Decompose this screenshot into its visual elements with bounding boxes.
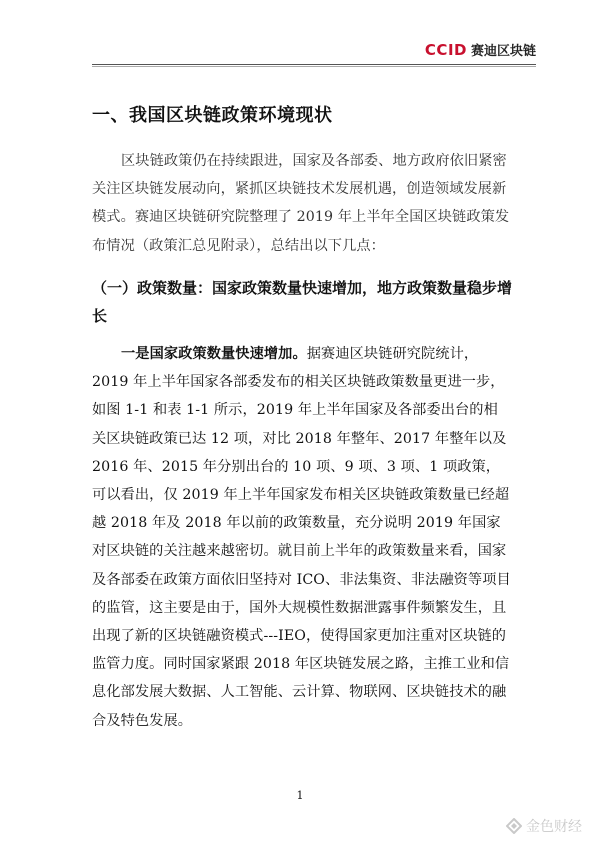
- ccid-logo-name: 赛迪区块链: [470, 44, 536, 59]
- section-heading: 一、我国区块链政策环境现状: [92, 105, 333, 126]
- watermark-text: 金色财经: [526, 819, 582, 835]
- paragraph-body: 据赛迪区块链研究院统计，2019 年上半年国家各部委发布的相关区块链政策数量更进一步，如图 1-1 和表 1-1 所示，2019 年上半年国家及各部委出台的相关区块链政策已达 12 项，对比 2018 年整年、2017 年整年以及 2016 年、2015 年分别出台的 10 项、9 项、3 项、1 项政策，可以看出，仅 2019 年上半年国家发布相关区块链政策数量已经超越 2018 年及 2018 年以前的政策数量，充分说明 2019 年国家对区块链的关注越来越密切。就目前上半年的政策数量来看，国家及各部委在政策方面依旧坚持对 ICO、非法集资、非法融资等项目的监管，这主要是由于，国外大规模性数据泄露事件频繁发生，且出现了新的区块链融资模式---IEO，使得国家更加注重对区块链的监管力度。同时国家紧跟 2018 年区块链发展之路，主推工业和信息化部发展大数据、人工智能、云计算、物联网、区块链技术的融合及特色发展。: [92, 346, 511, 729]
- gold-diamond-icon: [506, 818, 522, 834]
- subsection-heading: （一）政策数量：国家政策数量快速增加，地方政策数量稳步增长: [92, 279, 513, 325]
- intro-paragraph: 区块链政策仍在持续跟进，国家及各部委、地方政府依旧紧密关注区块链发展动向，紧抓区块链技术发展机遇，创造领域发展新模式。赛迪区块链研究院整理了 2019 年上半年全国区块链政策发布情况（政策汇总见附录），总结出以下几点：: [92, 153, 510, 254]
- ccid-logo: CCID: [424, 41, 467, 59]
- header-divider-thin: [92, 66, 536, 67]
- page-number: 1: [296, 789, 304, 802]
- header-divider: [92, 64, 536, 65]
- body-paragraph: [92, 340, 512, 735]
- page-header: [425, 40, 536, 59]
- watermark: [506, 816, 582, 836]
- paragraph-lead: 一是国家政策数量快速增加。: [121, 346, 307, 362]
